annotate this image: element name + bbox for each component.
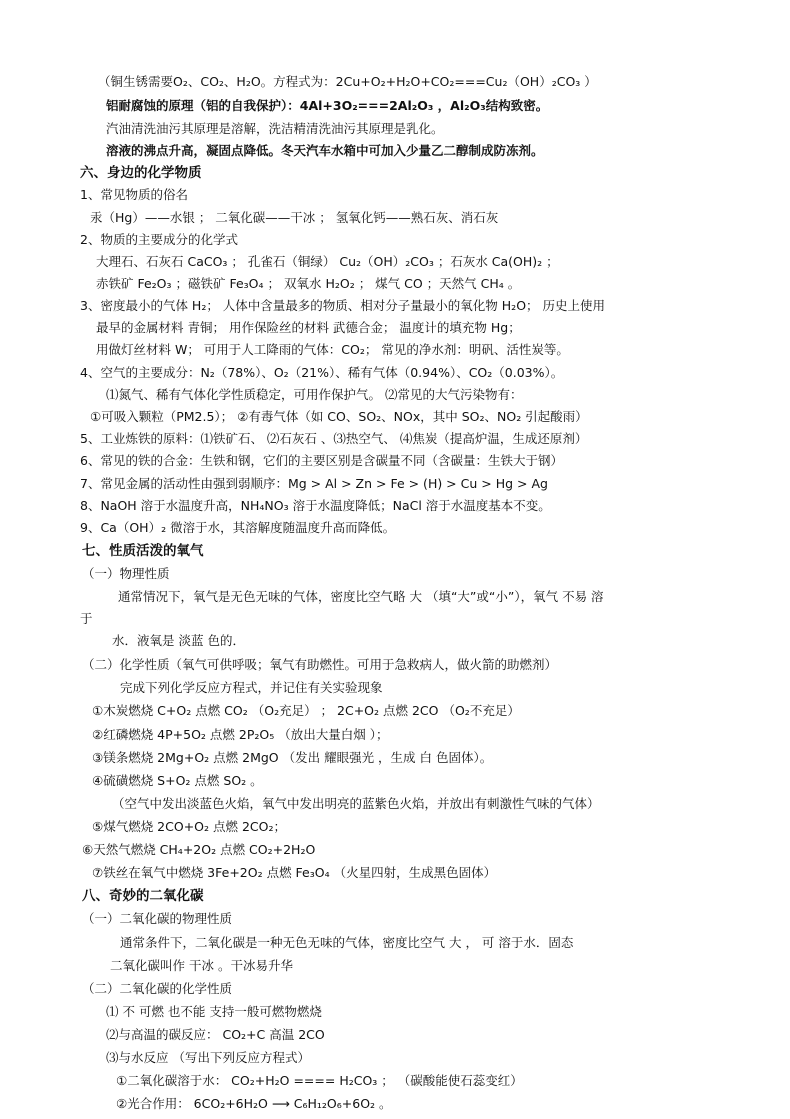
text-line: 通常条件下，二氧化碳是一种无色无味的气体，密度比空气 大 ， 可 溶于水．固态 xyxy=(120,935,574,950)
text-line: ⑤煤气燃烧 2CO+O₂ 点燃 2CO₂； xyxy=(92,819,287,834)
text-line: 5、工业炼铁的原料：⑴铁矿石、 ⑵石灰石 、⑶热空气、 ⑷焦炭（提高炉温，生成还原剂） xyxy=(80,431,588,446)
text-line: 溶液的沸点升高，凝固点降低。冬天汽车水箱中可加入少量乙二醇制成防冻剂。 xyxy=(106,143,544,158)
text-line: ③镁条燃烧 2Mg+O₂ 点燃 2MgO （发出 耀眼强光 ，生成 白 色固体）。 xyxy=(92,750,493,765)
text-line: 4、空气的主要成分：N₂（78%）、O₂（21%）、稀有气体（0.94%）、CO₂（0.03%）。 xyxy=(80,365,564,380)
text-line: 1、常见物质的俗名 xyxy=(80,187,188,202)
text-line: （二）二氧化碳的化学性质 xyxy=(82,981,233,996)
text-line: （铜生锈需要O₂、CO₂、H₂O。方程式为：2Cu+O₂+H₂O+CO₂===Cu₂（OH）₂CO₃ ） xyxy=(98,74,597,89)
text-line: ⑦铁丝在氧气中燃烧 3Fe+2O₂ 点燃 Fe₃O₄ （火星四射，生成黑色固体） xyxy=(92,865,497,880)
text-line: 9、Ca（OH）₂ 微溶于水，其溶解度随温度升高而降低。 xyxy=(80,520,396,535)
text-line: 完成下列化学反应方程式，并记住有关实验现象 xyxy=(120,680,383,695)
text-line: 赤铁矿 Fe₂O₃ ；磁铁矿 Fe₃O₄ ； 双氧水 H₂O₂ ； 煤气 CO ；天然气 CH₄ 。 xyxy=(96,276,521,291)
text-line: ①可吸入颗粒（PM2.5）； ②有毒气体（如 CO、SO₂、NOx，其中 SO₂、NO₂ 引起酸雨） xyxy=(90,409,588,424)
text-line: ②红磷燃烧 4P+5O₂ 点燃 2P₂O₅ （放出大量白烟 ）； xyxy=(92,727,389,742)
text-line: 3、密度最小的气体 H₂； 人体中含量最多的物质、相对分子量最小的氧化物 H₂O； 历史上使用 xyxy=(80,298,606,313)
text-line: （一）物理性质 xyxy=(82,566,170,581)
text-line: ①二氧化碳溶于水： CO₂+H₂O ==== H₂CO₃ ； （碳酸能使石蕊变红） xyxy=(116,1073,523,1088)
text-line: 水．液氧是 淡蓝 色的． xyxy=(112,633,245,648)
text-line: 汽油清洗油污其原理是溶解，洗洁精清洗油污其原理是乳化。 xyxy=(106,121,444,136)
text-line: 通常情况下，氧气是无色无味的气体，密度比空气略 大 （填“大”或“小”），氧气 不易 溶 xyxy=(118,589,604,604)
text-line: （空气中发出淡蓝色火焰，氧气中发出明亮的蓝紫色火焰，并放出有刺激性气味的气体） xyxy=(112,796,600,811)
text-line: ⑴氮气、稀有气体化学性质稳定，可用作保护气。 ⑵常见的大气污染物有： xyxy=(106,387,523,402)
text-line: ⑥天然气燃烧 CH₄+2O₂ 点燃 CO₂+2H₂O xyxy=(82,842,316,857)
text-line: 最早的金属材料 青铜； 用作保险丝的材料 武德合金； 温度计的填充物 Hg； xyxy=(96,320,521,335)
text-line: 8、NaOH 溶于水温度升高，NH₄NO₃ 溶于水温度降低；NaCl 溶于水温度基本不变。 xyxy=(80,498,551,513)
text-line: 6、常见的铁的合金：生铁和钢，它们的主要区别是含碳量不同（含碳量：生铁大于钢） xyxy=(80,453,563,468)
text-line: ⑵与高温的碳反应： CO₂+C 高温 2CO xyxy=(106,1027,325,1042)
text-line: 二氧化碳叫作 干冰 。干冰易升华 xyxy=(110,958,293,973)
text-line: 用做灯丝材料 W； 可用于人工降雨的气体：CO₂； 常见的净水剂：明矾、活性炭等。 xyxy=(96,342,569,357)
text-line: （一）二氧化碳的物理性质 xyxy=(82,911,233,926)
section-heading: 六、身边的化学物质 xyxy=(80,165,202,181)
text-line: 汞（Hg）——水银 ； 二氧化碳——干冰 ； 氢氧化钙——熟石灰、消石灰 xyxy=(90,210,499,225)
section-heading: 七、性质活泼的氧气 xyxy=(82,543,204,559)
text-line: （二）化学性质（氧气可供呼吸；氧气有助燃性。可用于急救病人，做火箭的助燃剂） xyxy=(82,657,558,672)
section-heading: 八、奇妙的二氧化碳 xyxy=(82,888,204,904)
text-line: 铝耐腐蚀的原理（铝的自我保护）：4Al+3O₂===2Al₂O₃ ，Al₂O₃结构致密。 xyxy=(106,98,549,113)
text-line: ⑶与水反应 （写出下列反应方程式） xyxy=(106,1050,310,1065)
text-line: 于 xyxy=(80,611,93,626)
text-line: ⑴ 不 可燃 也不能 支持一般可燃物燃烧 xyxy=(106,1004,322,1019)
text-line: ②光合作用： 6CO₂+6H₂O ⟶ C₆H₁₂O₆+6O₂ 。 xyxy=(116,1096,392,1111)
text-line: 2、物质的主要成分的化学式 xyxy=(80,232,238,247)
text-line: 大理石、石灰石 CaCO₃ ； 孔雀石（铜绿） Cu₂（OH）₂CO₃ ；石灰水 Ca(OH)₂ ； xyxy=(96,254,559,269)
text-line: ①木炭燃烧 C+O₂ 点燃 CO₂ （O₂充足） ； 2C+O₂ 点燃 2CO （O₂不充足） xyxy=(92,703,520,718)
text-line: 7、常见金属的活动性由强到弱顺序：Mg > Al > Zn > Fe > (H) > Cu > Hg > Ag xyxy=(80,476,548,491)
text-line: ④硫磺燃烧 S+O₂ 点燃 SO₂ 。 xyxy=(92,773,263,788)
